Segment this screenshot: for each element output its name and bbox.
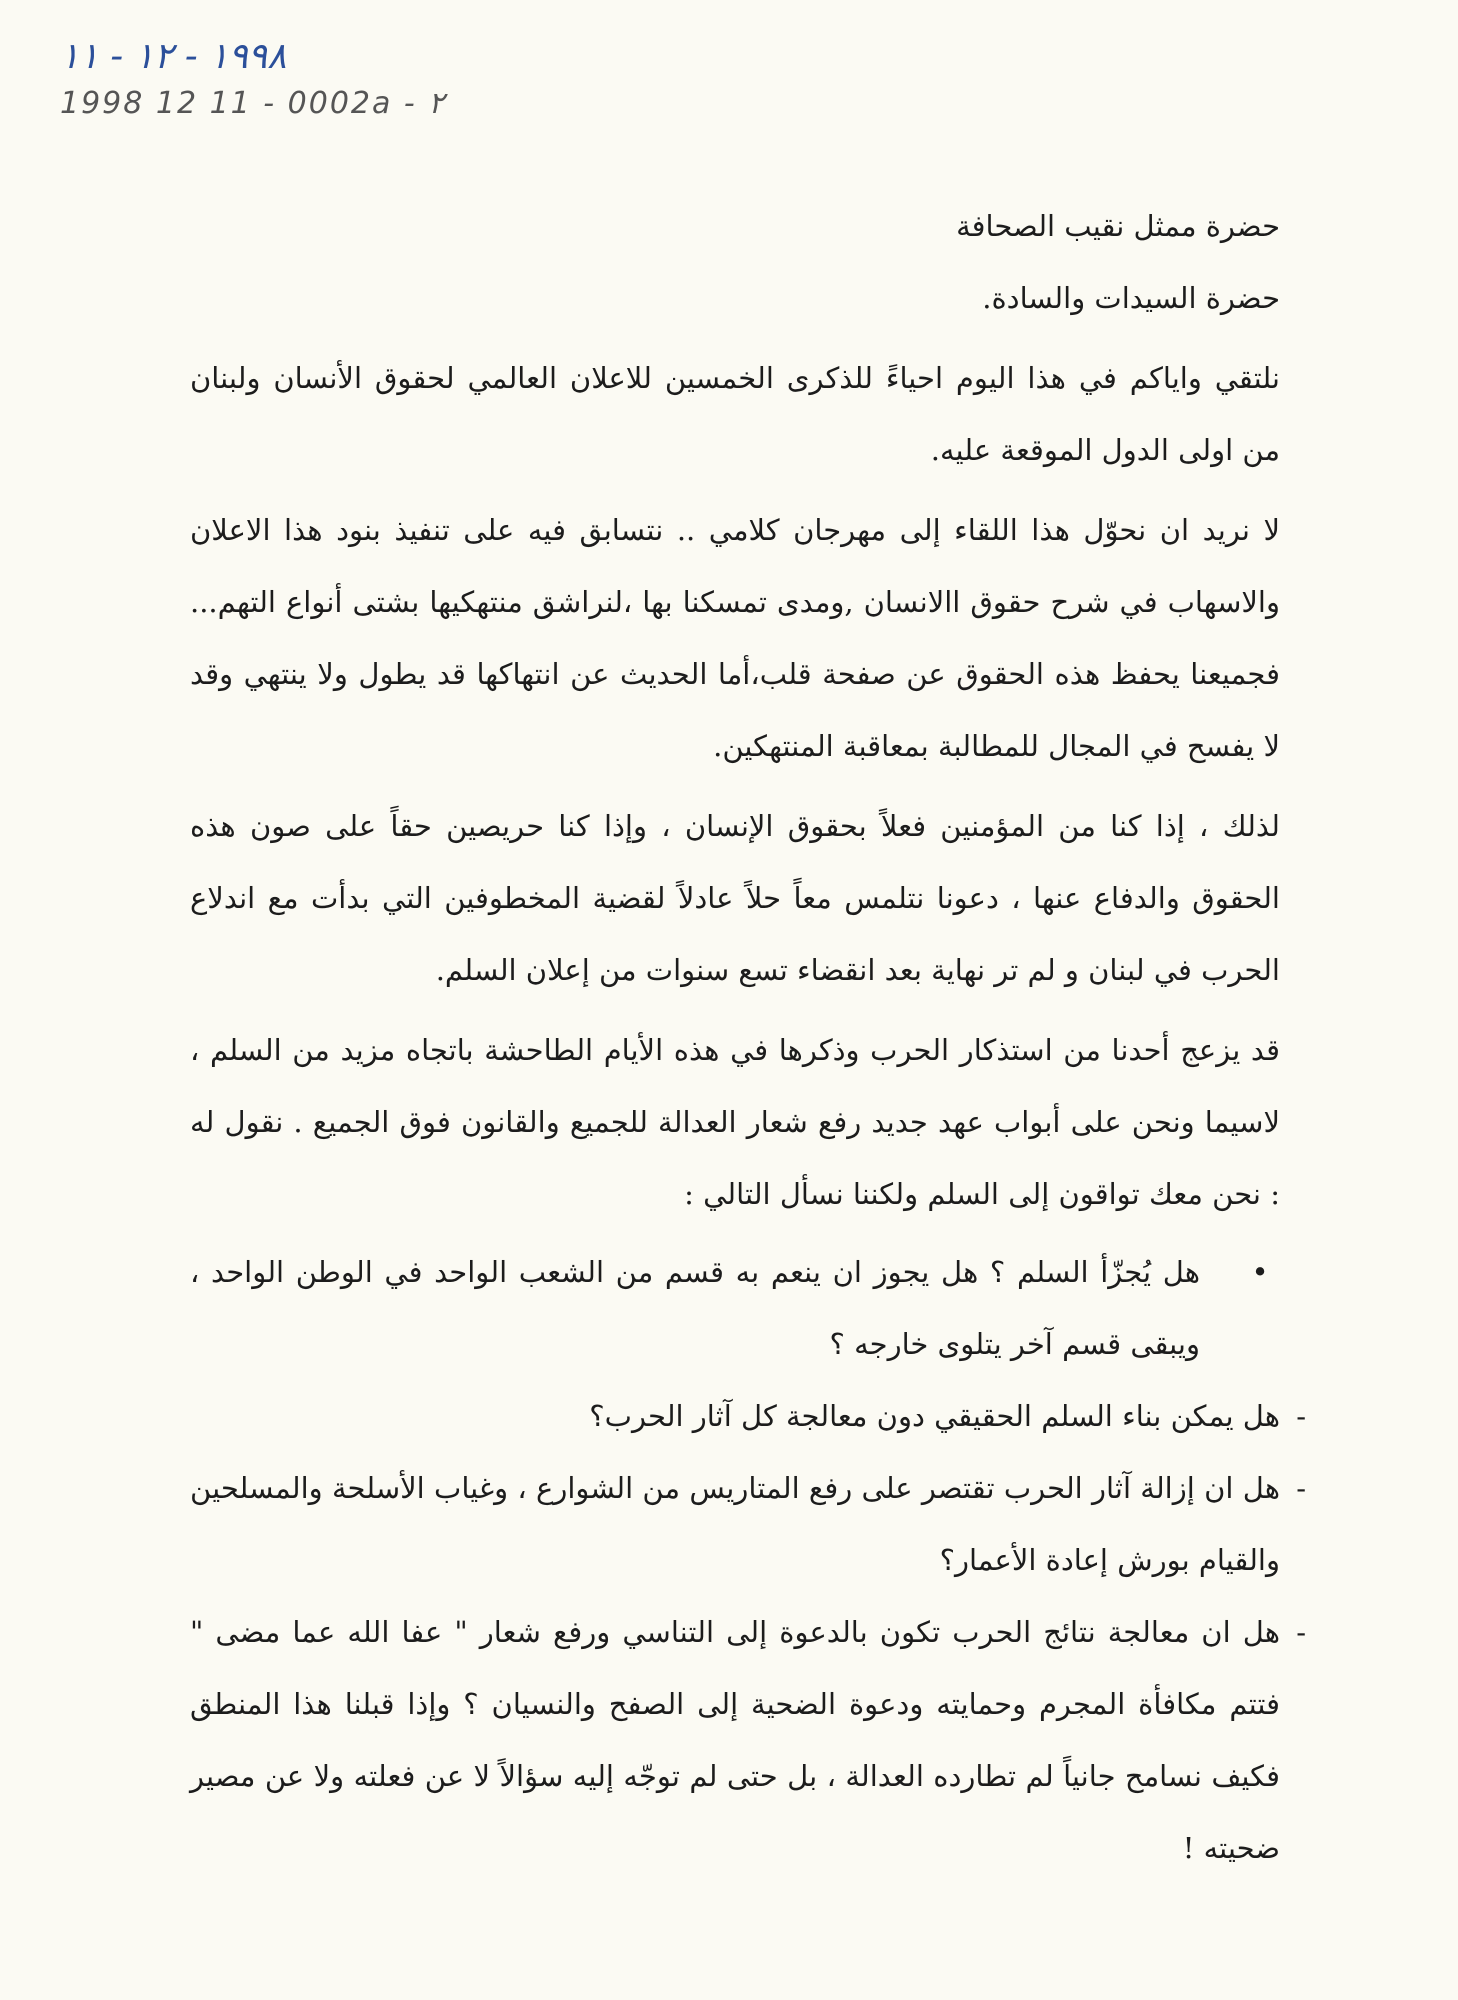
salutation-line-2: حضرة السيدات والسادة. (982, 281, 1280, 315)
paragraph-intro: نلتقي واياكم في هذا اليوم احياءً للذكرى الخمسين للاعلان العالمي لحقوق الأنسان ولبنان من اولى الدول الموقعة عليه. (190, 361, 1280, 467)
handwritten-date-arabic: ١٩٩٨ - ١٢ - ١١ (60, 36, 287, 77)
bullet-icon: • (1251, 1255, 1269, 1289)
questions-list (190, 1236, 1306, 1884)
handwritten-reference-code: 1998 12 11 - 0002a - ٢ (60, 86, 445, 121)
dash-icon: - (1296, 1615, 1306, 1649)
paragraph-kidnapped-cause: لذلك ، إذا كنا من المؤمنين فعلاً بحقوق الإنسان ، وإذا كنا حريصين حقاً على صون هذه الحقوق والدفاع عنها ، دعونا نتلمس معاً حلاً عادلاً لقضية المخطوفين التي بدأت مع اندلاع الحرب في لبنان و لم تر نهاية بعد انقضاء تسع سنوات من إعلان السلم. (190, 809, 1280, 987)
paragraph-no-speech-festival: لا نريد ان نحوّل هذا اللقاء إلى مهرجان كلامي .. نتسابق فيه على تنفيذ بنود هذا الاعلان والاسهاب في شرح حقوق االانسان ,ومدى تمسكنا بها ،لنراشق منتهكيها بشتى أنواع التهم... فجميعنا يحفظ هذه الحقوق عن صفحة قلب،أما الحديث عن انتهاكها قد يطول ولا ينتهي وقد لا يفسح في المجال للمطالبة بمعاقبة المنتهكين. (190, 513, 1280, 763)
dash-icon: - (1296, 1471, 1306, 1505)
list-item (190, 1596, 1306, 1884)
list-item (190, 1236, 1280, 1380)
list-item (190, 1452, 1306, 1596)
salutation-line-1: حضرة ممثل نقيب الصحافة (956, 209, 1280, 243)
question-text: هل ان إزالة آثار الحرب تقتصر على رفع المتاريس من الشوارع ، وغياب الأسلحة والمسلحين والقيام بورش إعادة الأعمار؟ (190, 1471, 1280, 1577)
question-text: هل يُجزّأ السلم ؟ هل يجوز ان ينعم به قسم من الشعب الواحد في الوطن الواحد ، ويبقى قسم آخر يتلوى خارجه ؟ (190, 1255, 1200, 1361)
paragraph-remembering-war: قد يزعج أحدنا من استذكار الحرب وذكرها في هذه الأيام الطاحشة باتجاه مزيد من السلم ، لاسيما ونحن على أبواب عهد جديد رفع شعار العدالة للجميع والقانون فوق الجميع . نقول له : نحن معك تواقون إلى السلم ولكننا نسأل التالي : (190, 1033, 1280, 1211)
speech-body (190, 190, 1306, 1884)
question-text: هل ان معالجة نتائج الحرب تكون بالدعوة إلى التناسي ورفع شعار " عفا الله عما مضى " فتتم مكافأة المجرم وحمايته ودعوة الضحية إلى الصفح والنسيان ؟ وإذا قبلنا هذا المنطق فكيف نسامح جانياً لم تطارده العدالة ، بل حتى لم توجّه إليه سؤالاً لا عن فعلته ولا عن مصير ضحيته ! (190, 1615, 1280, 1865)
list-item (190, 1380, 1306, 1452)
dash-icon: - (1296, 1399, 1306, 1433)
question-text: هل يمكن بناء السلم الحقيقي دون معالجة كل آثار الحرب؟ (589, 1399, 1280, 1433)
